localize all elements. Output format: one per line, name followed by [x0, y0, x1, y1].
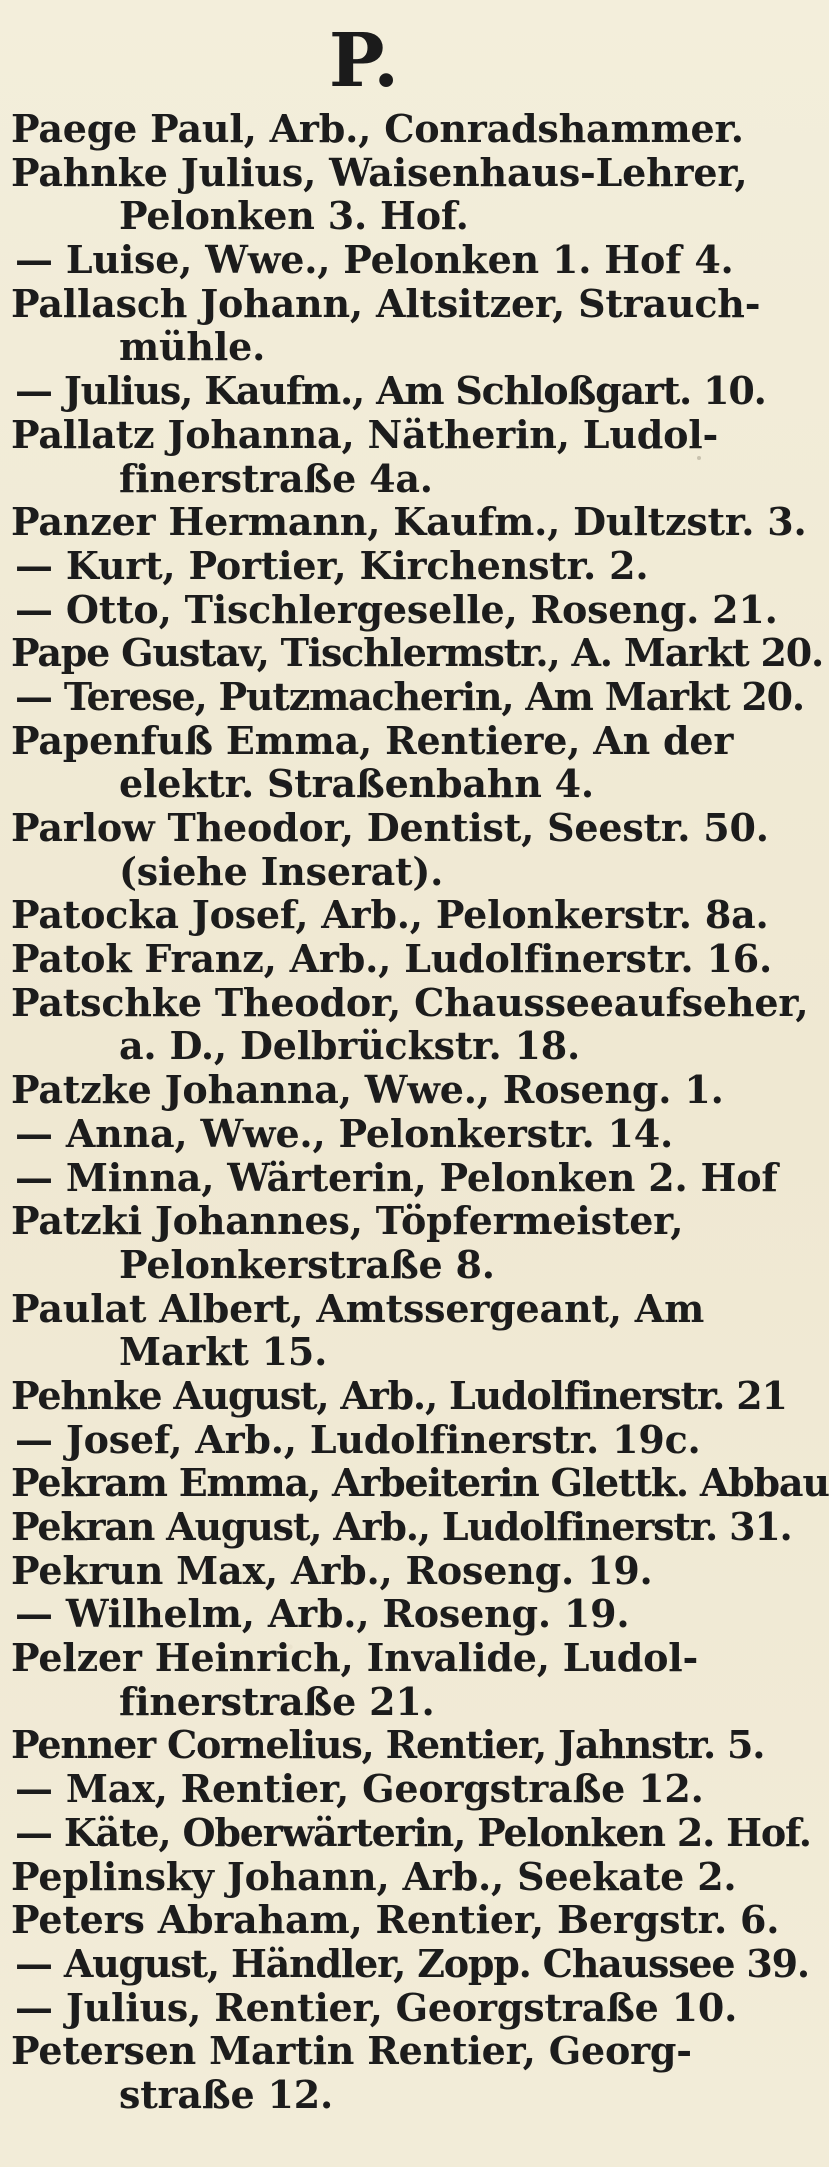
list-item — [11, 1504, 792, 1549]
entry-line: — Wilhelm, Arb., Roseng. 19. — [15, 1591, 630, 1637]
entry-line: Panzer Hermann, Kaufm., Dultzstr. 3. — [11, 499, 807, 545]
entry-line: Peters Abraham, Rentier, Bergstr. 6. — [11, 1897, 780, 1943]
entry-continuation: mühle. — [119, 324, 266, 370]
entry-line: Papenfuß Emma, Rentiere, An der — [11, 717, 734, 763]
list-item — [11, 1940, 809, 1986]
list-item — [11, 1154, 778, 1200]
entry-continuation: Pelonkerstraße 8. — [119, 1241, 495, 1287]
list-item — [11, 892, 769, 938]
entry-line: Patocka Josef, Arb., Pelonkerstr. 8a. — [11, 892, 769, 938]
list-item — [11, 586, 778, 632]
list-item — [11, 1372, 787, 1418]
paper-speck — [697, 456, 701, 460]
entry-line: Parlow Theodor, Dentist, Seestr. 50. — [11, 805, 769, 850]
entry-line: Pekram Emma, Arbeiterin Glettk. Abbau — [11, 1460, 829, 1506]
entry-line: — August, Händler, Zopp. Chaussee 39. — [15, 1940, 809, 1986]
entry-line: — Josef, Arb., Ludolfinerstr. 19c. — [15, 1416, 701, 1462]
entry-line: Patok Franz, Arb., Ludolfinerstr. 16. — [11, 936, 772, 982]
entry-line: Pekran August, Arb., Ludolfinerstr. 31. — [11, 1504, 792, 1549]
entry-line: — Julius, Rentier, Georgstraße 10. — [15, 1984, 738, 2030]
entry-line: — Minna, Wärterin, Pelonken 2. Hof — [15, 1154, 778, 1200]
list-item — [11, 673, 804, 719]
list-item — [11, 1897, 780, 1943]
list-item — [11, 280, 761, 370]
entry-line: Petersen Martin Rentier, Georg- — [11, 2028, 692, 2074]
list-item — [11, 1418, 715, 1462]
entry-line: Peplinsky Johann, Arb., Seekate 2. — [11, 1853, 737, 1899]
entry-line: Pahnke Julius, Waisenhaus-Lehrer, — [11, 149, 748, 195]
list-item — [11, 1722, 765, 1768]
list-item — [11, 499, 807, 545]
list-item — [11, 106, 744, 151]
entry-continuation: elektr. Straßenbahn 4. — [119, 761, 594, 807]
list-item — [11, 1287, 715, 1374]
entry-line: — Anna, Wwe., Pelonkerstr. 14. — [15, 1110, 674, 1156]
entry-line: Penner Cornelius, Rentier, Jahnstr. 5. — [11, 1722, 765, 1768]
list-item — [11, 411, 719, 501]
entry-continuation: a. D., Delbrückstr. 18. — [119, 1023, 581, 1069]
entry-continuation: (siehe Inserat). — [119, 848, 444, 894]
directory-entries — [11, 106, 829, 2117]
list-item — [11, 1112, 715, 1156]
entry-line: — Julius, Kaufm., Am Schloßgart. 10. — [15, 368, 766, 414]
list-item — [11, 1549, 715, 1593]
list-item — [11, 1460, 829, 1506]
entry-line: — Otto, Tischlergeselle, Roseng. 21. — [15, 586, 778, 632]
list-item — [11, 1809, 811, 1855]
entry-line: Pallasch Johann, Altsitzer, Strauch- — [11, 280, 761, 326]
entry-line: Pallatz Johanna, Nätherin, Ludol- — [11, 411, 719, 457]
list-item — [11, 1984, 738, 2030]
entry-line: Pehnke August, Arb., Ludolfinerstr. 21 — [11, 1372, 787, 1418]
entry-continuation: Pelonken 3. Hof. — [119, 193, 469, 239]
list-item — [11, 1636, 715, 1723]
list-item — [11, 368, 766, 414]
entry-line: Patzki Johannes, Töpfermeister, — [11, 1198, 684, 1244]
list-item — [11, 2029, 715, 2116]
list-item — [11, 805, 769, 894]
list-item — [11, 544, 715, 588]
list-item — [11, 936, 772, 982]
entry-line: Patschke Theodor, Chausseeaufseher, — [11, 979, 809, 1025]
entry-line: Patzke Johanna, Wwe., Roseng. 1. — [11, 1067, 724, 1113]
entry-continuation: finerstraße 4a. — [119, 455, 433, 501]
entry-line: Pape Gustav, Tischlermstr., A. Markt 20. — [11, 630, 823, 676]
entry-line: Paulat Albert, Amtssergeant, Am — [11, 1285, 705, 1331]
entry-continuation: straße 12. — [119, 2071, 333, 2117]
entry-line: — Terese, Putzmacherin, Am Markt 20. — [15, 673, 804, 719]
entry-line: — Käte, Oberwärterin, Pelonken 2. Hof. — [15, 1809, 811, 1855]
entry-continuation: finerstraße 21. — [119, 1678, 435, 1724]
list-item — [11, 1067, 724, 1113]
entry-line: Pekrun Max, Arb., Roseng. 19. — [11, 1547, 653, 1593]
list-item — [11, 717, 734, 807]
entry-line: Paege Paul, Arb., Conradshammer. — [11, 106, 744, 151]
list-item — [11, 1767, 715, 1811]
list-item — [11, 630, 823, 676]
list-item — [11, 1853, 737, 1899]
list-item — [11, 1199, 715, 1286]
entry-line: — Luise, Wwe., Pelonken 1. Hof 4. — [15, 237, 734, 283]
page-heading: P. — [328, 18, 401, 104]
list-item — [11, 1592, 715, 1636]
entry-line: — Max, Rentier, Georgstraße 12. — [15, 1766, 704, 1812]
list-item — [11, 149, 748, 239]
entry-line: — Kurt, Portier, Kirchenstr. 2. — [15, 542, 649, 588]
list-item — [11, 237, 734, 283]
list-item — [11, 979, 809, 1069]
entry-line: Pelzer Heinrich, Invalide, Ludol- — [11, 1635, 699, 1681]
entry-continuation: Markt 15. — [119, 1329, 328, 1375]
